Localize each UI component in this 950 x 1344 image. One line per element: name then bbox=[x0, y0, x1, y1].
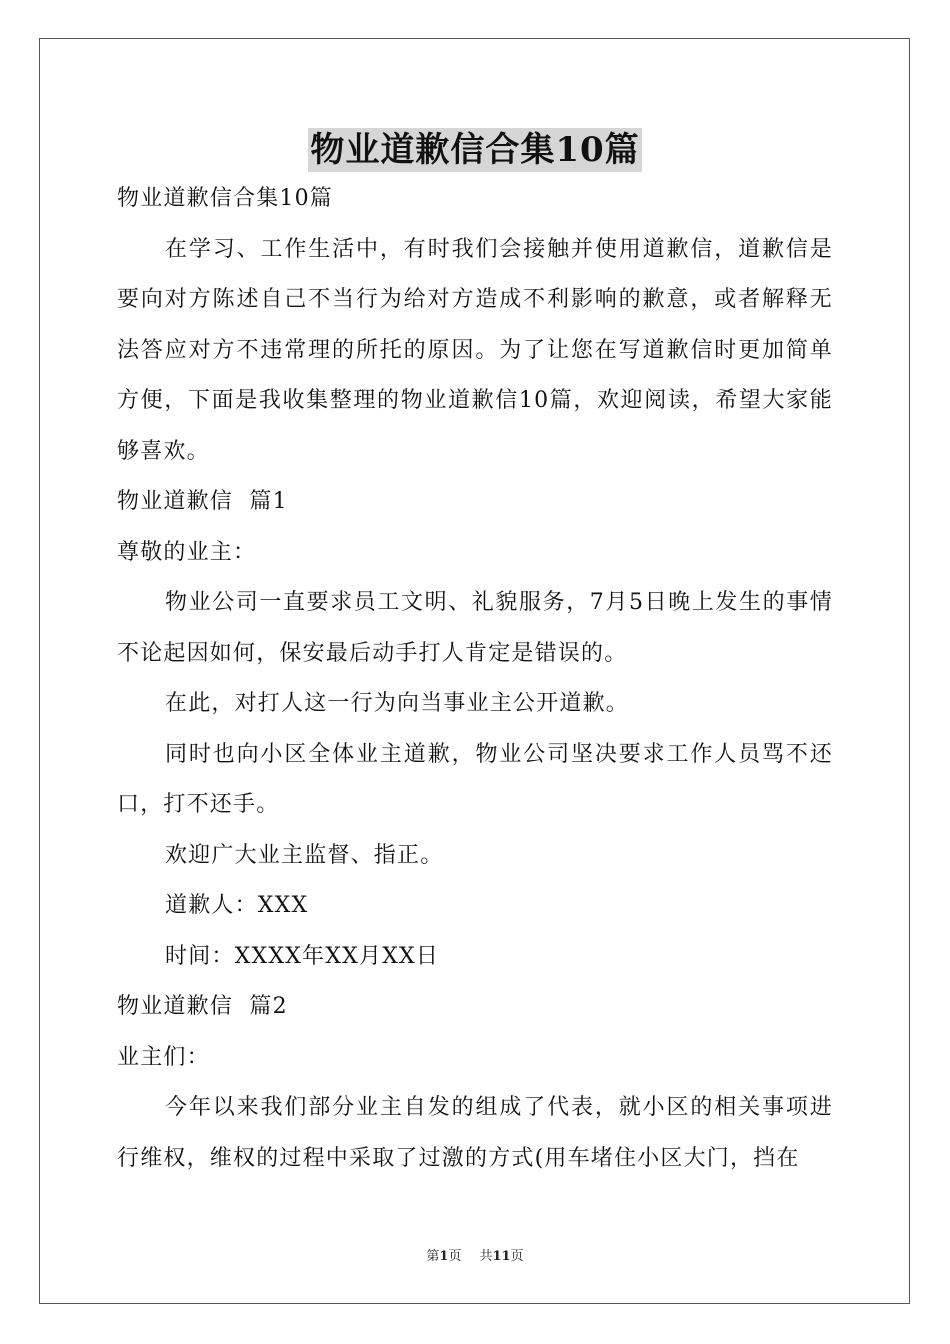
paragraph: 在此，对打人这一行为向当事业主公开道歉。 bbox=[165, 691, 630, 716]
salutation: 业主们： bbox=[117, 1044, 210, 1070]
page-number: 1 bbox=[439, 1249, 449, 1264]
date-line: 时间：XXXX年XX月XX日 bbox=[165, 943, 440, 969]
section-heading: 物业道歉信 篇2 bbox=[117, 994, 288, 1019]
paragraph: 欢迎广大业主监督、指正。 bbox=[165, 842, 444, 868]
total-suffix: 页 bbox=[510, 1249, 524, 1264]
page-suffix: 页 bbox=[448, 1249, 462, 1264]
paragraph: 物业道歉信合集10篇 bbox=[117, 186, 333, 211]
paragraph: 在学习、工作生活中，有时我们会接触并使用道歉信，道歉信是要向对方陈述自己不当行为给对方造成不利影响的歉意，或者解释无法答应对方不违常理的所托的原因。为了让您在写道歉信时更加简单方便，下面是我收集整理的物业道歉信10篇，欢迎阅读，希望大家能够喜欢。 bbox=[117, 236, 833, 464]
paragraph: 今年以来我们部分业主自发的组成了代表，就小区的相关事项进行维权，维权的过程中采取了过激的方式(用车堵住小区大门，挡在 bbox=[117, 1095, 833, 1171]
document-body bbox=[117, 174, 833, 1184]
page-prefix: 第 bbox=[426, 1249, 440, 1264]
title-container bbox=[0, 128, 950, 172]
document-title: 物业道歉信合集10篇 bbox=[310, 130, 640, 170]
paragraph: 同时也向小区全体业主道歉，物业公司坚决要求工作人员骂不还口，打不还手。 bbox=[117, 741, 833, 817]
salutation: 尊敬的业主： bbox=[117, 539, 257, 565]
section-heading: 物业道歉信 篇1 bbox=[117, 489, 288, 514]
total-prefix: 共 bbox=[479, 1249, 493, 1264]
paragraph: 物业公司一直要求员工文明、礼貌服务，7月5日晚上发生的事情不论起因如何，保安最后动手打人肯定是错误的。 bbox=[117, 590, 833, 666]
page-footer bbox=[0, 1248, 950, 1266]
signature-line: 道歉人：XXX bbox=[165, 893, 309, 918]
total-pages: 11 bbox=[492, 1249, 511, 1264]
